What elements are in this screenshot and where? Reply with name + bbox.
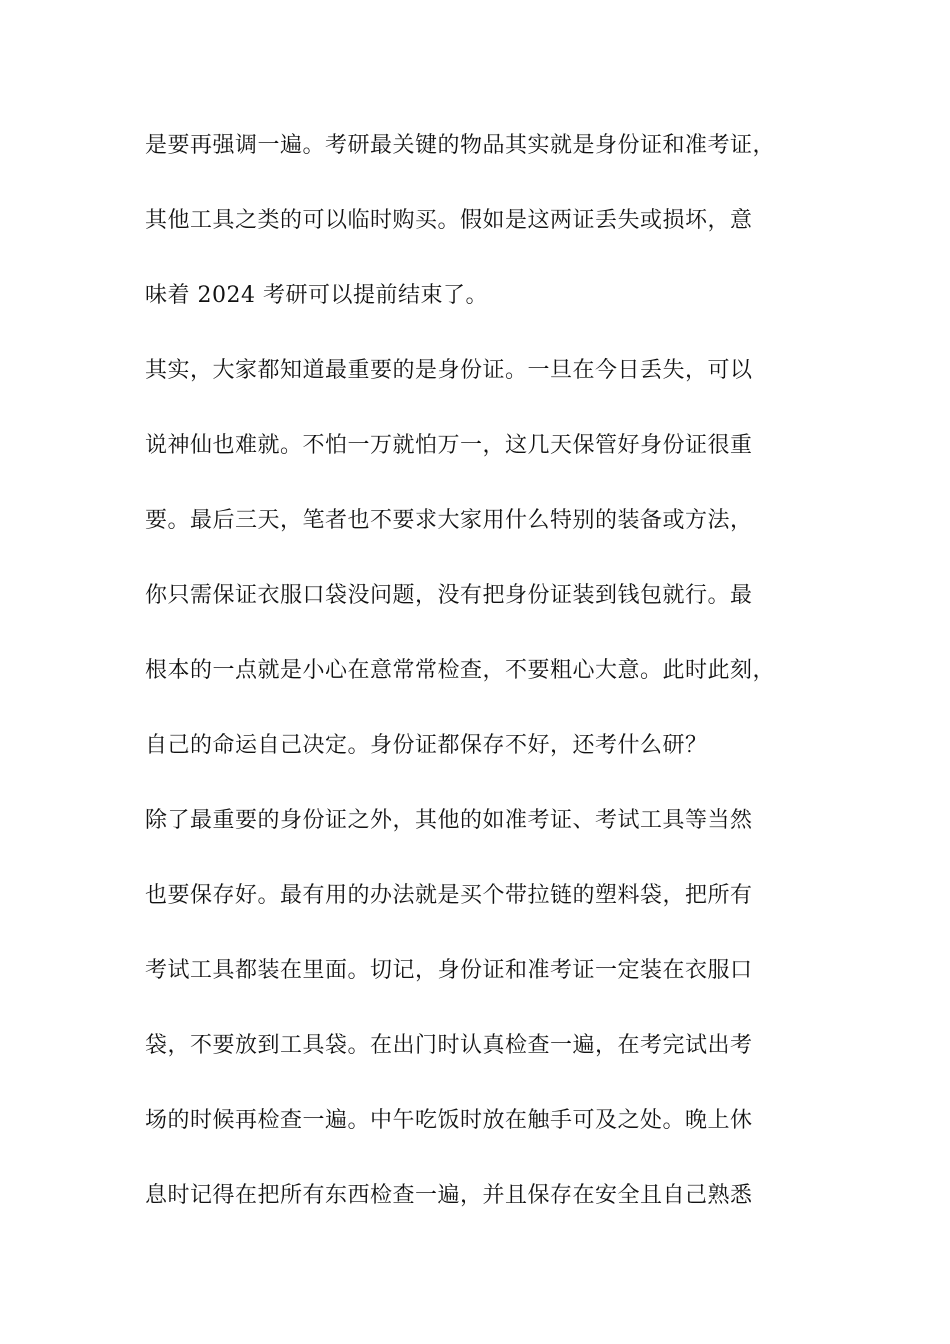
text-line: 你只需保证衣服口袋没问题，没有把身份证装到钱包就行。最 <box>145 583 753 608</box>
text-line: 也要保存好。最有用的办法就是买个带拉链的塑料袋，把所有 <box>145 883 753 908</box>
text-line: 其他工具之类的可以临时购买。假如是这两证丢失或损坏，意 <box>145 208 753 233</box>
text-line: 场的时候再检查一遍。中午吃饭时放在触手可及之处。晚上休 <box>145 1108 753 1133</box>
text-line: 自己的命运自己决定。身份证都保存不好，还考什么研？ <box>145 733 708 758</box>
text-line: 除了最重要的身份证之外，其他的如准考证、考试工具等当然 <box>145 808 753 833</box>
text-line: 袋，不要放到工具袋。在出门时认真检查一遍，在考完试出考 <box>145 1033 753 1058</box>
text-line: 说神仙也难就。不怕一万就怕万一，这几天保管好身份证很重 <box>145 433 753 458</box>
document-body <box>145 128 835 1253</box>
text-line: 息时记得在把所有东西检查一遍，并且保存在安全且自己熟悉 <box>145 1183 753 1208</box>
text-line: 味着 2024 考研可以提前结束了。 <box>145 283 488 308</box>
text-line: 根本的一点就是小心在意常常检查，不要粗心大意。此时此刻， <box>145 658 776 683</box>
text-line: 考试工具都装在里面。切记，身份证和准考证一定装在衣服口 <box>145 958 753 983</box>
text-line: 其实，大家都知道最重要的是身份证。一旦在今日丢失，可以 <box>145 358 753 383</box>
text-line: 要。最后三天，笔者也不要求大家用什么特别的装备或方法， <box>145 508 753 533</box>
text-line: 是要再强调一遍。考研最关键的物品其实就是身份证和准考证， <box>145 133 776 158</box>
